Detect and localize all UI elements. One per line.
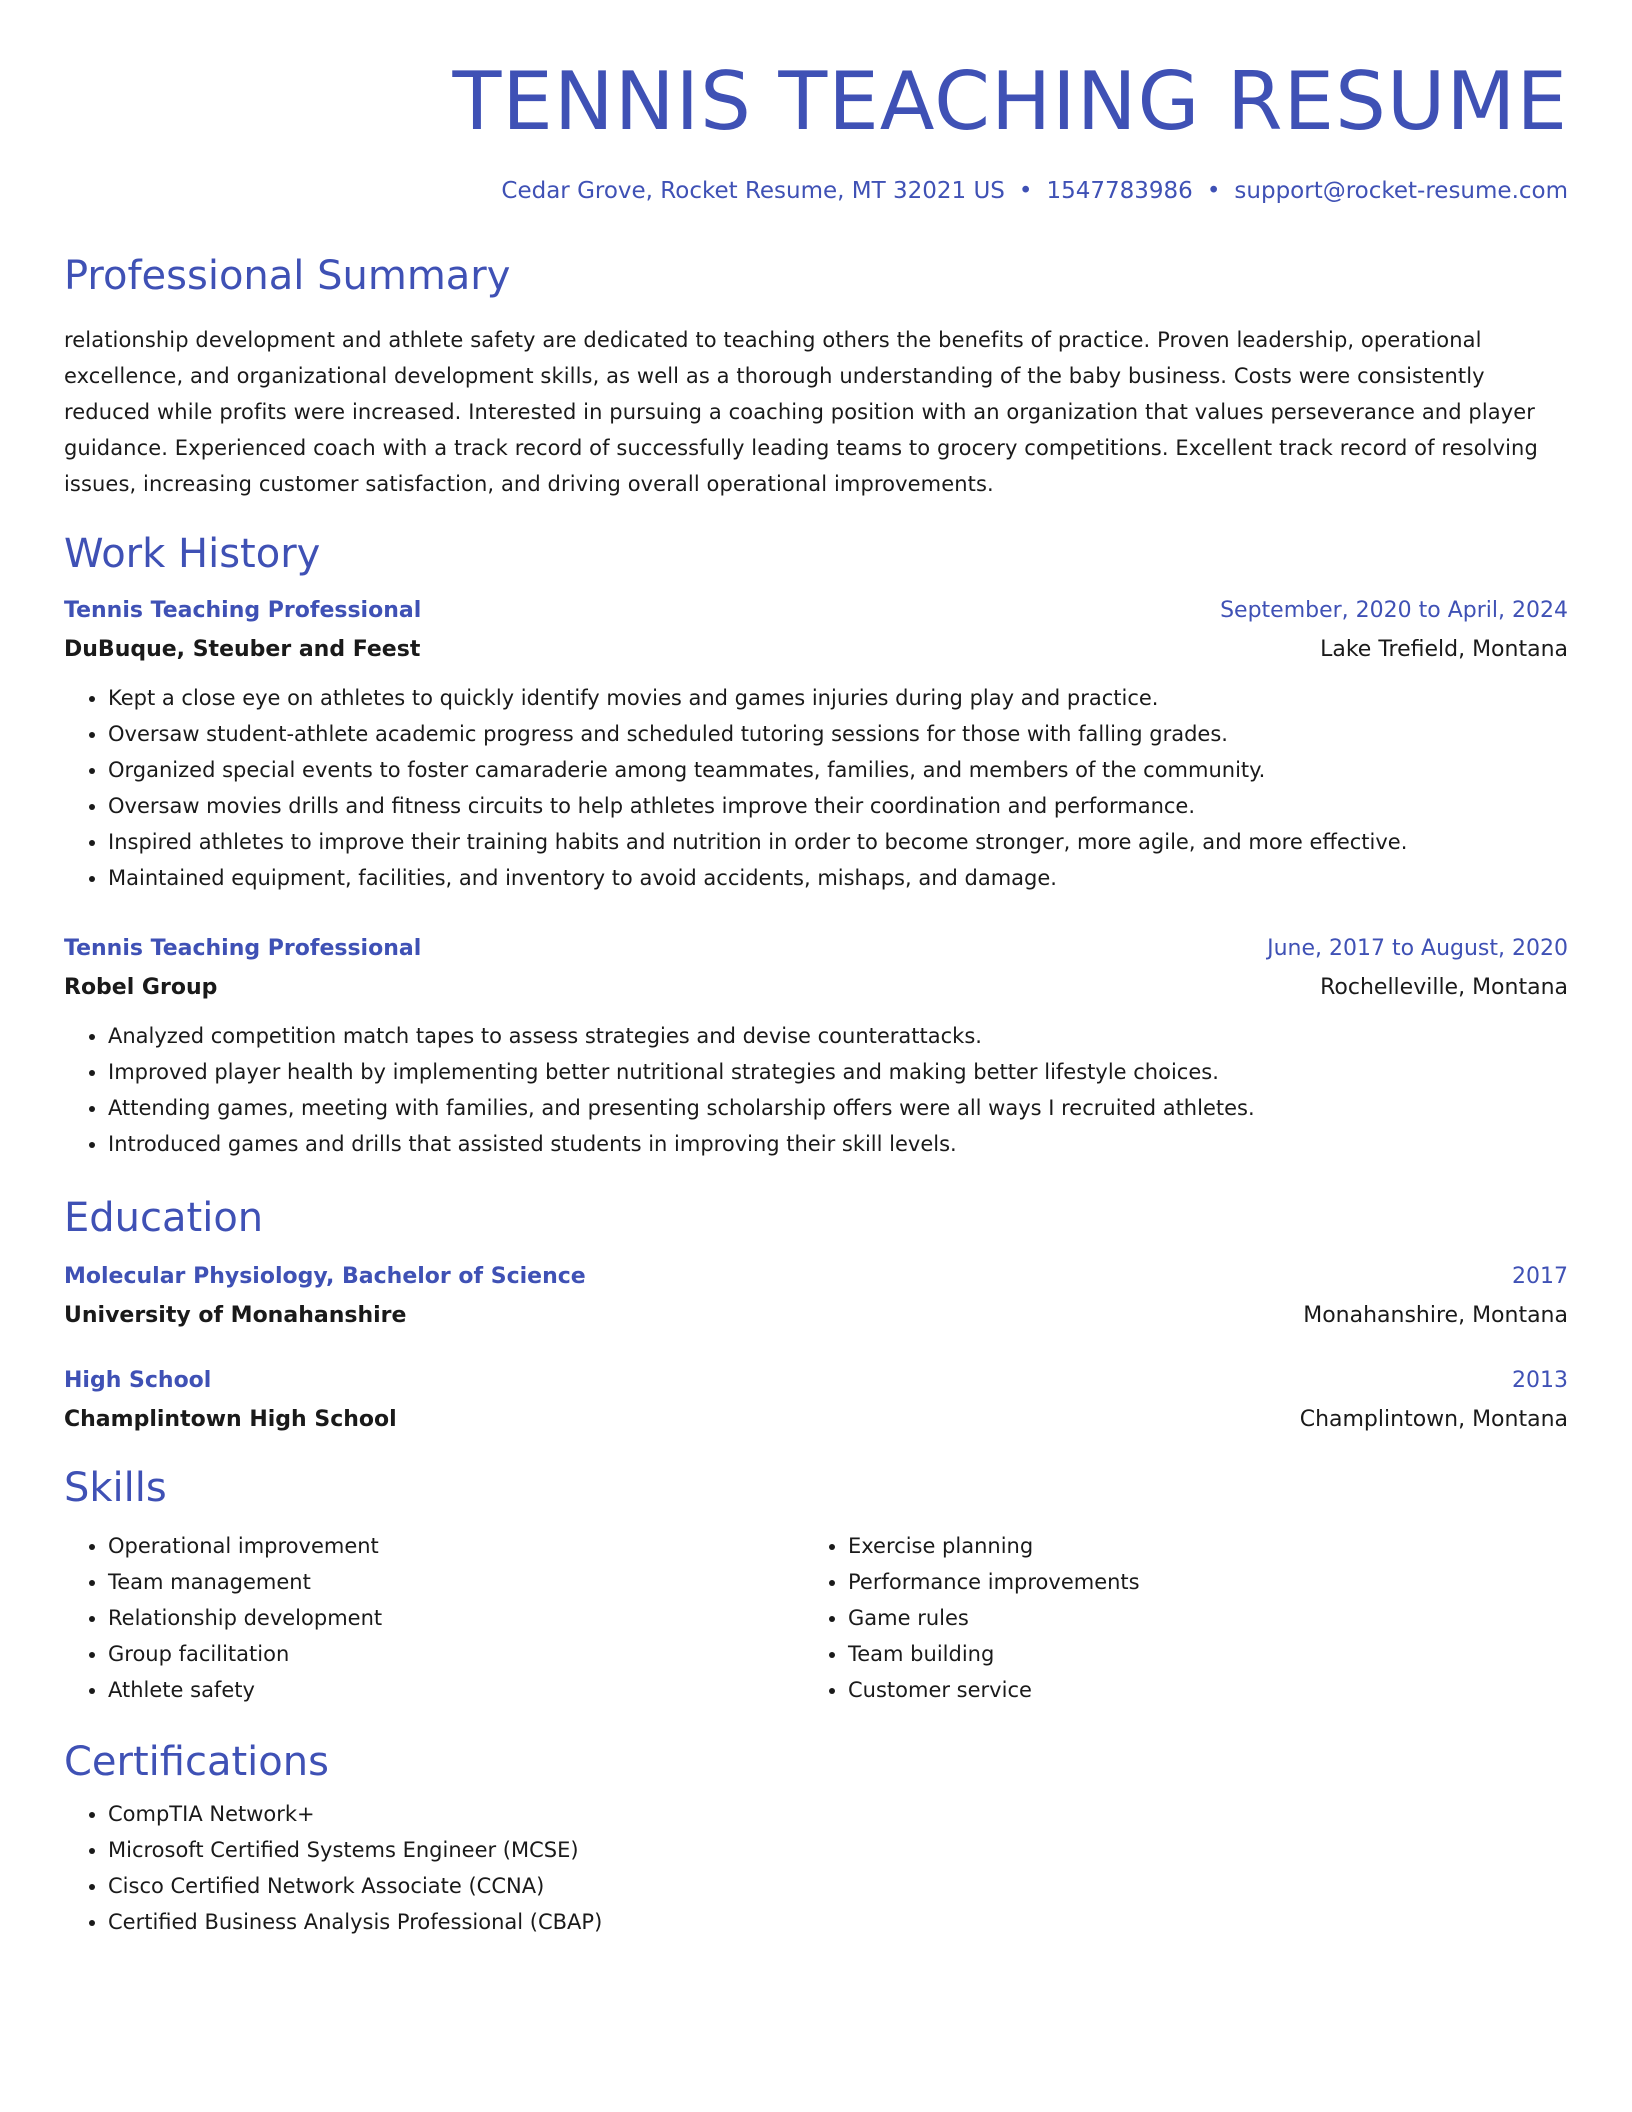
list-item: • Group facilitation xyxy=(108,1636,804,1672)
job-dates: June, 2017 to August, 2020 xyxy=(1267,936,1568,961)
list-item: • Analyzed competition match tapes to assess strategies and devise counterattacks. xyxy=(108,1018,1568,1054)
job-entry xyxy=(64,936,1568,1162)
list-item: • Improved player health by implementing better nutritional strategies and making better lifestyle choices. xyxy=(108,1054,1568,1090)
job-entry xyxy=(64,598,1568,896)
job-dates: September, 2020 to April, 2024 xyxy=(1220,598,1568,623)
work-history-heading: Work History xyxy=(64,531,321,577)
list-item: • Performance improvements xyxy=(848,1564,1544,1600)
certifications-list xyxy=(64,1796,1568,1940)
contact-separator: • xyxy=(1018,178,1033,204)
list-item: • Inspired athletes to improve their training habits and nutrition in order to become stronger, more agile, and more effective. xyxy=(108,824,1568,860)
education-heading: Education xyxy=(64,1195,264,1241)
list-item: • Maintained equipment, facilities, and inventory to avoid accidents, mishaps, and damage. xyxy=(108,860,1568,896)
list-item: • Introduced games and drills that assisted students in improving their skill levels. xyxy=(108,1126,1568,1162)
job-location: Rochelleville, Montana xyxy=(1320,975,1568,1000)
contact-phone: 1547783986 xyxy=(1046,178,1193,204)
list-item: • Attending games, meeting with families, and presenting scholarship offers were all ways I recruited athletes. xyxy=(108,1090,1568,1126)
education-location: Monahanshire, Montana xyxy=(1303,1303,1568,1328)
certifications-section xyxy=(64,1796,1568,1940)
job-location: Lake Trefield, Montana xyxy=(1320,637,1568,662)
job-employer: Robel Group xyxy=(64,975,218,1000)
list-item: • Oversaw movies drills and fitness circuits to help athletes improve their coordination and performance. xyxy=(108,788,1568,824)
list-item: • Team building xyxy=(848,1636,1544,1672)
education-degree: Molecular Physiology, Bachelor of Science xyxy=(64,1264,586,1289)
list-item: • CompTIA Network+ xyxy=(108,1796,1568,1832)
contact-address: Cedar Grove, Rocket Resume, MT 32021 US xyxy=(501,178,1005,204)
job-duties-list xyxy=(64,1018,1568,1162)
job-title: Tennis Teaching Professional xyxy=(64,598,422,623)
education-year: 2017 xyxy=(1512,1264,1568,1289)
list-item: • Customer service xyxy=(848,1672,1544,1708)
contact-separator: • xyxy=(1206,178,1221,204)
education-entry xyxy=(64,1264,1568,1328)
skills-column-left xyxy=(64,1522,804,1708)
list-item: • Cisco Certified Network Associate (CCNA) xyxy=(108,1868,1568,1904)
education-school: University of Monahanshire xyxy=(64,1303,407,1328)
summary-heading: Professional Summary xyxy=(64,253,511,299)
skills-heading: Skills xyxy=(64,1465,167,1511)
list-item: • Athlete safety xyxy=(108,1672,804,1708)
list-item: • Microsoft Certified Systems Engineer (MCSE) xyxy=(108,1832,1568,1868)
skills-list xyxy=(804,1528,1544,1708)
job-title: Tennis Teaching Professional xyxy=(64,936,422,961)
education-location: Champlintown, Montana xyxy=(1299,1407,1568,1432)
list-item: • Oversaw student-athlete academic progress and scheduled tutoring sessions for those with falling grades. xyxy=(108,716,1568,752)
education-entry xyxy=(64,1368,1568,1432)
summary-text: relationship development and athlete safety are dedicated to teaching others the benefits of practice. Proven leadership, operational excellence, and organizational development skills, as well as a thorough understanding of the baby business. Costs were consistently reduced while profits were increased. Interested in pursuing a coaching position with an organization that values perseverance and player guidance. Experienced coach with a track record of successfully leading teams to grocery competitions. Excellent track record of resolving issues, increasing customer satisfaction, and driving overall operational improvements. xyxy=(64,328,1538,496)
list-item: • Exercise planning xyxy=(848,1528,1544,1564)
list-item: • Game rules xyxy=(848,1600,1544,1636)
skills-columns xyxy=(64,1522,1568,1708)
education-year: 2013 xyxy=(1512,1368,1568,1393)
list-item: • Team management xyxy=(108,1564,804,1600)
education-school: Champlintown High School xyxy=(64,1407,397,1432)
job-employer: DuBuque, Steuber and Feest xyxy=(64,637,421,662)
list-item: • Operational improvement xyxy=(108,1528,804,1564)
list-item: • Kept a close eye on athletes to quickly identify movies and games injuries during play and practice. xyxy=(108,680,1568,716)
education-degree: High School xyxy=(64,1368,212,1393)
skills-column-right xyxy=(804,1522,1544,1708)
list-item: • Certified Business Analysis Professional (CBAP) xyxy=(108,1904,1568,1940)
list-item: • Relationship development xyxy=(108,1600,804,1636)
contact-line xyxy=(64,178,1568,204)
resume-title: TENNIS TEACHING RESUME xyxy=(452,55,1568,148)
skills-list xyxy=(64,1528,804,1708)
certifications-heading: Certifications xyxy=(64,1739,329,1785)
job-duties-list xyxy=(64,680,1568,896)
contact-email: support@rocket-resume.com xyxy=(1234,178,1568,204)
list-item: • Organized special events to foster camaraderie among teammates, families, and members of the community. xyxy=(108,752,1568,788)
